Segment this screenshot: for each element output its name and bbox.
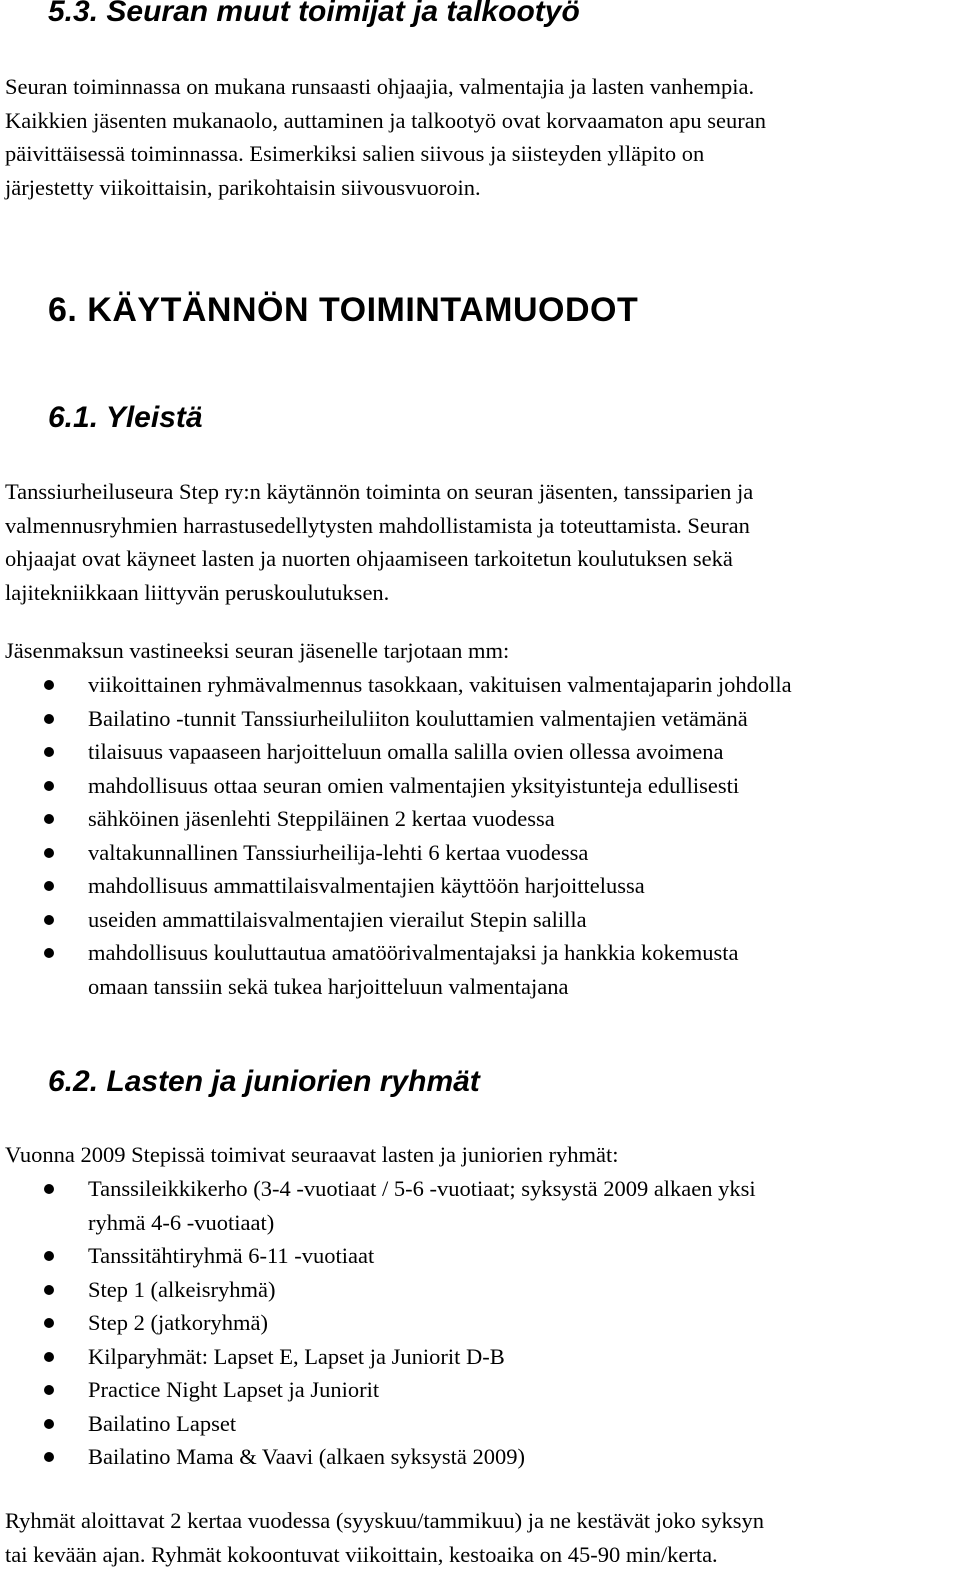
list-item-text: viikoittainen ryhmävalmennus tasokkaan, vakituisen valmentajaparin johdolla xyxy=(88,672,792,697)
section-6-1-list-intro xyxy=(5,634,955,668)
section-6-heading: 6. KÄYTÄNNÖN TOIMINTAMUODOT xyxy=(48,291,639,329)
paragraph-line: päivittäisessä toiminnassa. Esimerkiksi salien siivous ja siisteyden ylläpito on xyxy=(5,141,705,166)
section-6-2-closing-paragraph xyxy=(5,1504,955,1571)
section-5-3-heading: 5.3. Seuran muut toimijat ja talkootyö xyxy=(48,0,580,28)
bullet-icon xyxy=(44,1452,54,1462)
paragraph-line: Tanssiurheiluseura Step ry:n käytännön toiminta on seuran jäsenten, tanssiparien ja xyxy=(5,479,754,504)
list-intro-text: Vuonna 2009 Stepissä toimivat seuraavat lasten ja juniorien ryhmät: xyxy=(5,1142,619,1167)
list-item xyxy=(0,735,960,769)
paragraph-line: valmennusryhmien harrastusedellytysten mahdollistamista ja toteuttamista. Seuran xyxy=(5,512,750,538)
list-item xyxy=(0,802,960,836)
list-item xyxy=(0,1239,960,1273)
list-item xyxy=(0,836,960,870)
list-item-text: Bailatino -tunnit Tanssiurheiluliiton kouluttamien valmentajien vetämänä xyxy=(88,705,748,731)
list-item xyxy=(0,1440,960,1474)
bullet-icon xyxy=(44,881,54,891)
list-item-text: tilaisuus vapaaseen harjoitteluun omalla salilla ovien ollessa avoimena xyxy=(88,739,724,764)
list-item-text: Step 2 (jatkoryhmä) xyxy=(88,1310,268,1335)
paragraph-line: tai kevään ajan. Ryhmät kokoontuvat viikoittain, kestoaika on 45-90 min/kerta. xyxy=(5,1541,718,1567)
list-item xyxy=(0,1172,960,1239)
paragraph-line: järjestetty viikoittaisin, parikohtaisin siivousvuoroin. xyxy=(5,174,481,200)
list-item-text: mahdollisuus kouluttautua amatöörivalmentajaksi ja hankkia kokemusta xyxy=(88,940,739,965)
list-item-text: Step 1 (alkeisryhmä) xyxy=(88,1276,276,1302)
list-item-text: valtakunnallinen Tanssiurheilija-lehti 6 kertaa vuodessa xyxy=(88,839,589,865)
paragraph-line: Kaikkien jäsenten mukanaolo, auttaminen ja talkootyö ovat korvaamaton apu seuran xyxy=(5,107,767,133)
bullet-icon xyxy=(44,747,54,757)
paragraph-line: Seuran toiminnassa on mukana runsaasti ohjaajia, valmentajia ja lasten vanhempia. xyxy=(5,74,755,99)
bullet-icon xyxy=(44,1318,54,1328)
bullet-icon xyxy=(44,1352,54,1362)
bullet-icon xyxy=(44,1251,54,1261)
bullet-icon xyxy=(44,714,54,724)
bullet-icon xyxy=(44,781,54,791)
list-item xyxy=(0,869,960,903)
section-6-1-paragraph xyxy=(5,475,955,609)
list-item-text: useiden ammattilaisvalmentajien vierailut Stepin salilla xyxy=(88,906,587,932)
bullet-icon xyxy=(44,1184,54,1194)
list-item xyxy=(0,769,960,803)
list-item-text: mahdollisuus ammattilaisvalmentajien käyttöön harjoittelussa xyxy=(88,873,645,898)
list-item-text: ryhmä 4-6 -vuotiaat) xyxy=(88,1209,275,1235)
list-item xyxy=(0,702,960,736)
list-intro-text: Jäsenmaksun vastineeksi seuran jäsenelle tarjotaan mm: xyxy=(5,638,510,663)
bullet-icon xyxy=(44,915,54,925)
list-item xyxy=(0,1373,960,1407)
bullet-icon xyxy=(44,680,54,690)
bullet-icon xyxy=(44,1285,54,1295)
section-6-2-list-intro xyxy=(5,1138,955,1172)
list-item-text: Kilparyhmät: Lapset E, Lapset ja Juniorit D-B xyxy=(88,1343,505,1369)
list-item xyxy=(0,1273,960,1307)
list-item xyxy=(0,668,960,702)
paragraph-line: lajitekniikkaan liittyvän peruskoulutuksen. xyxy=(5,579,390,605)
list-item-text: Bailatino Mama & Vaavi (alkaen syksystä 2009) xyxy=(88,1444,525,1469)
list-item xyxy=(0,1407,960,1441)
paragraph-line: Ryhmät aloittavat 2 kertaa vuodessa (syyskuu/tammikuu) ja ne kestävät joko syksyn xyxy=(5,1508,764,1533)
paragraph-line: ohjaajat ovat käyneet lasten ja nuorten ohjaamiseen tarkoitetun koulutuksen sekä xyxy=(5,546,733,571)
list-item-text: Tanssileikkikerho (3-4 -vuotiaat / 5-6 -vuotiaat; syksystä 2009 alkaen yksi xyxy=(88,1176,756,1201)
list-item-text: omaan tanssiin sekä tukea harjoitteluun valmentajana xyxy=(88,973,569,999)
bullet-icon xyxy=(44,1419,54,1429)
list-item xyxy=(0,1340,960,1374)
section-6-2-heading: 6.2. Lasten ja juniorien ryhmät xyxy=(48,1065,480,1098)
list-item xyxy=(0,936,960,1003)
bullet-icon xyxy=(44,814,54,824)
list-item-text: Practice Night Lapset ja Juniorit xyxy=(88,1377,380,1402)
bullet-icon xyxy=(44,848,54,858)
list-item-text: Bailatino Lapset xyxy=(88,1410,237,1436)
list-item xyxy=(0,1306,960,1340)
list-item xyxy=(0,903,960,937)
section-5-3-paragraph xyxy=(5,70,955,204)
bullet-icon xyxy=(44,948,54,958)
section-6-1-heading: 6.1. Yleistä xyxy=(48,401,203,434)
section-6-1-benefits-list xyxy=(0,668,960,1003)
list-item-text: sähköinen jäsenlehti Steppiläinen 2 kertaa vuodessa xyxy=(88,806,555,831)
list-item-text: mahdollisuus ottaa seuran omien valmentajien yksityistunteja edullisesti xyxy=(88,772,740,798)
list-item-text: Tanssitähtiryhmä 6-11 -vuotiaat xyxy=(88,1243,375,1268)
bullet-icon xyxy=(44,1385,54,1395)
section-6-2-groups-list xyxy=(0,1172,960,1474)
